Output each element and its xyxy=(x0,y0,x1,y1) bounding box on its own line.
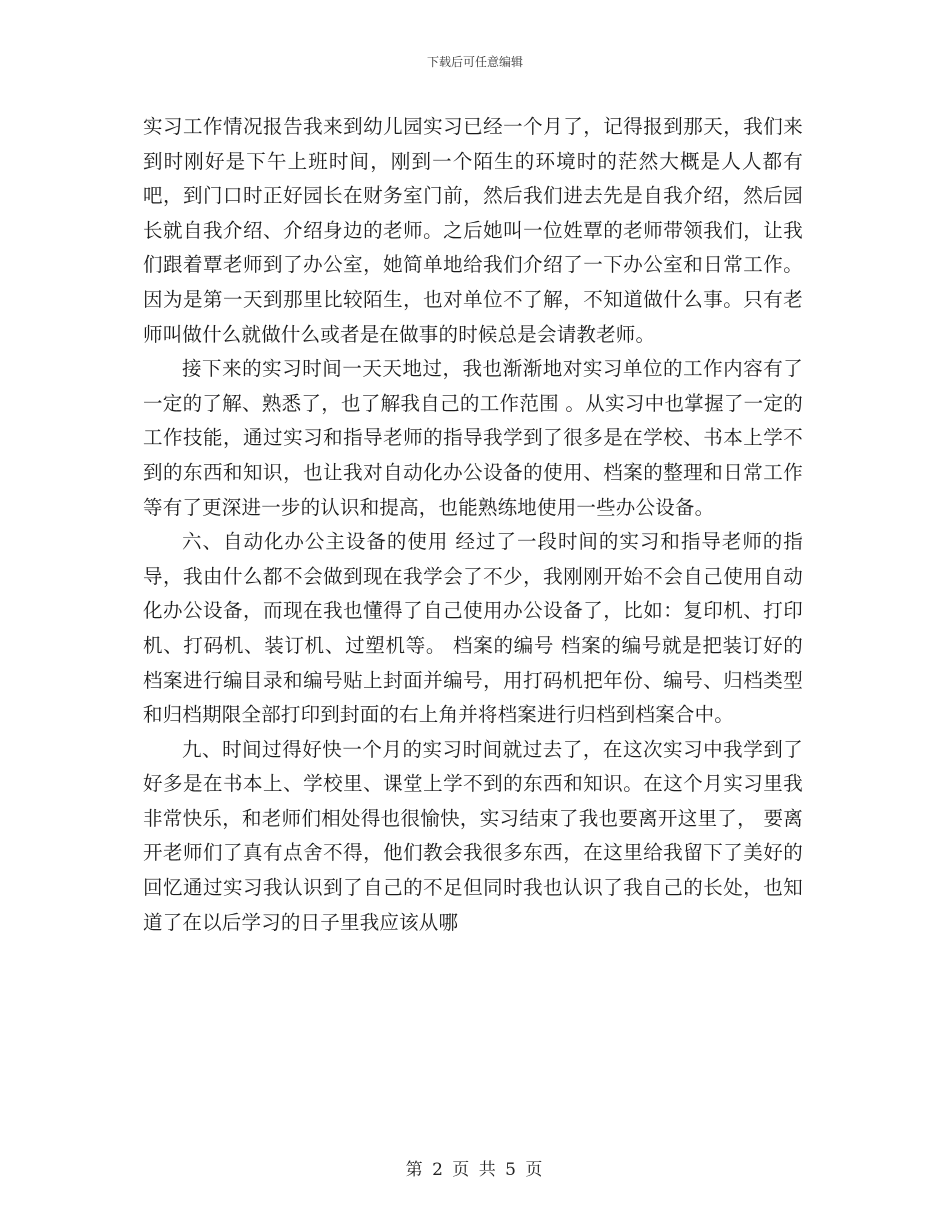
document-body xyxy=(143,110,803,940)
paragraph-1: 实习工作情况报告我来到幼儿园实习已经一个月了，记得报到那天，我们来到时刚好是下午上班时间，刚到一个陌生的环境时的茫然大概是人人都有吧，到门口时正好园长在财务室门前，然后我们进去先是自我介绍，然后园长就自我介绍、介绍身边的老师。之后她叫一位姓覃的老师带领我们，让我们跟着覃老师到了办公室，她简单地给我们介绍了一下办公室和日常工作。因为是第一天到那里比较陌生，也对单位不了解，不知道做什么事。只有老师叫做什么就做什么或者是在做事的时候总是会请教老师。 xyxy=(143,115,803,346)
paragraph-4: 九、时间过得好快一个月的实习时间就过去了，在这次实习中我学到了好多是在书本上、学校里、课堂上学不到的东西和知识。在这个月实习里我非常快乐，和老师们相处得也很愉快，实习结束了我也要离开这里了， 要离开老师们了真有点舍不得，他们教会我很多东西，在这里给我留下了美好的回忆通过实习我认识到了自己的不足但同时我也认识了我自己的长处，也知道了在以后学习的日子里我应该从哪 xyxy=(143,737,803,934)
paragraph-3: 六、自动化办公主设备的使用 经过了一段时间的实习和指导老师的指导，我由什么都不会做到现在我学会了不少，我刚刚开始不会自己使用自动化办公设备，而现在我也懂得了自己使用办公设备了，比如：复印机、打印机、打码机、装订机、过塑机等。 档案的编号 档案的编号就是把装订好的档案进行编目录和编号贴上封面并编号，用打码机把年份、编号、归档类型和归档期限全部打印到封面的右上角并将档案进行归档到档案合中。 xyxy=(143,530,803,727)
page-header-note: 下载后可任意编辑 xyxy=(426,55,523,69)
page-number-footer: 第 2 页 共 5 页 xyxy=(405,1160,545,1180)
paragraph-2: 接下来的实习时间一天天地过，我也渐渐地对实习单位的工作内容有了一定的了解、熟悉了，也了解我自己的工作范围 。从实习中也掌握了一定的工作技能，通过实习和指导老师的指导我学到了很多是在学校、书本上学不到的东西和知识，也让我对自动化办公设备的使用、档案的整理和日常工作等有了更深进一步的认识和提高，也能熟练地使用一些办公设备。 xyxy=(143,357,803,519)
